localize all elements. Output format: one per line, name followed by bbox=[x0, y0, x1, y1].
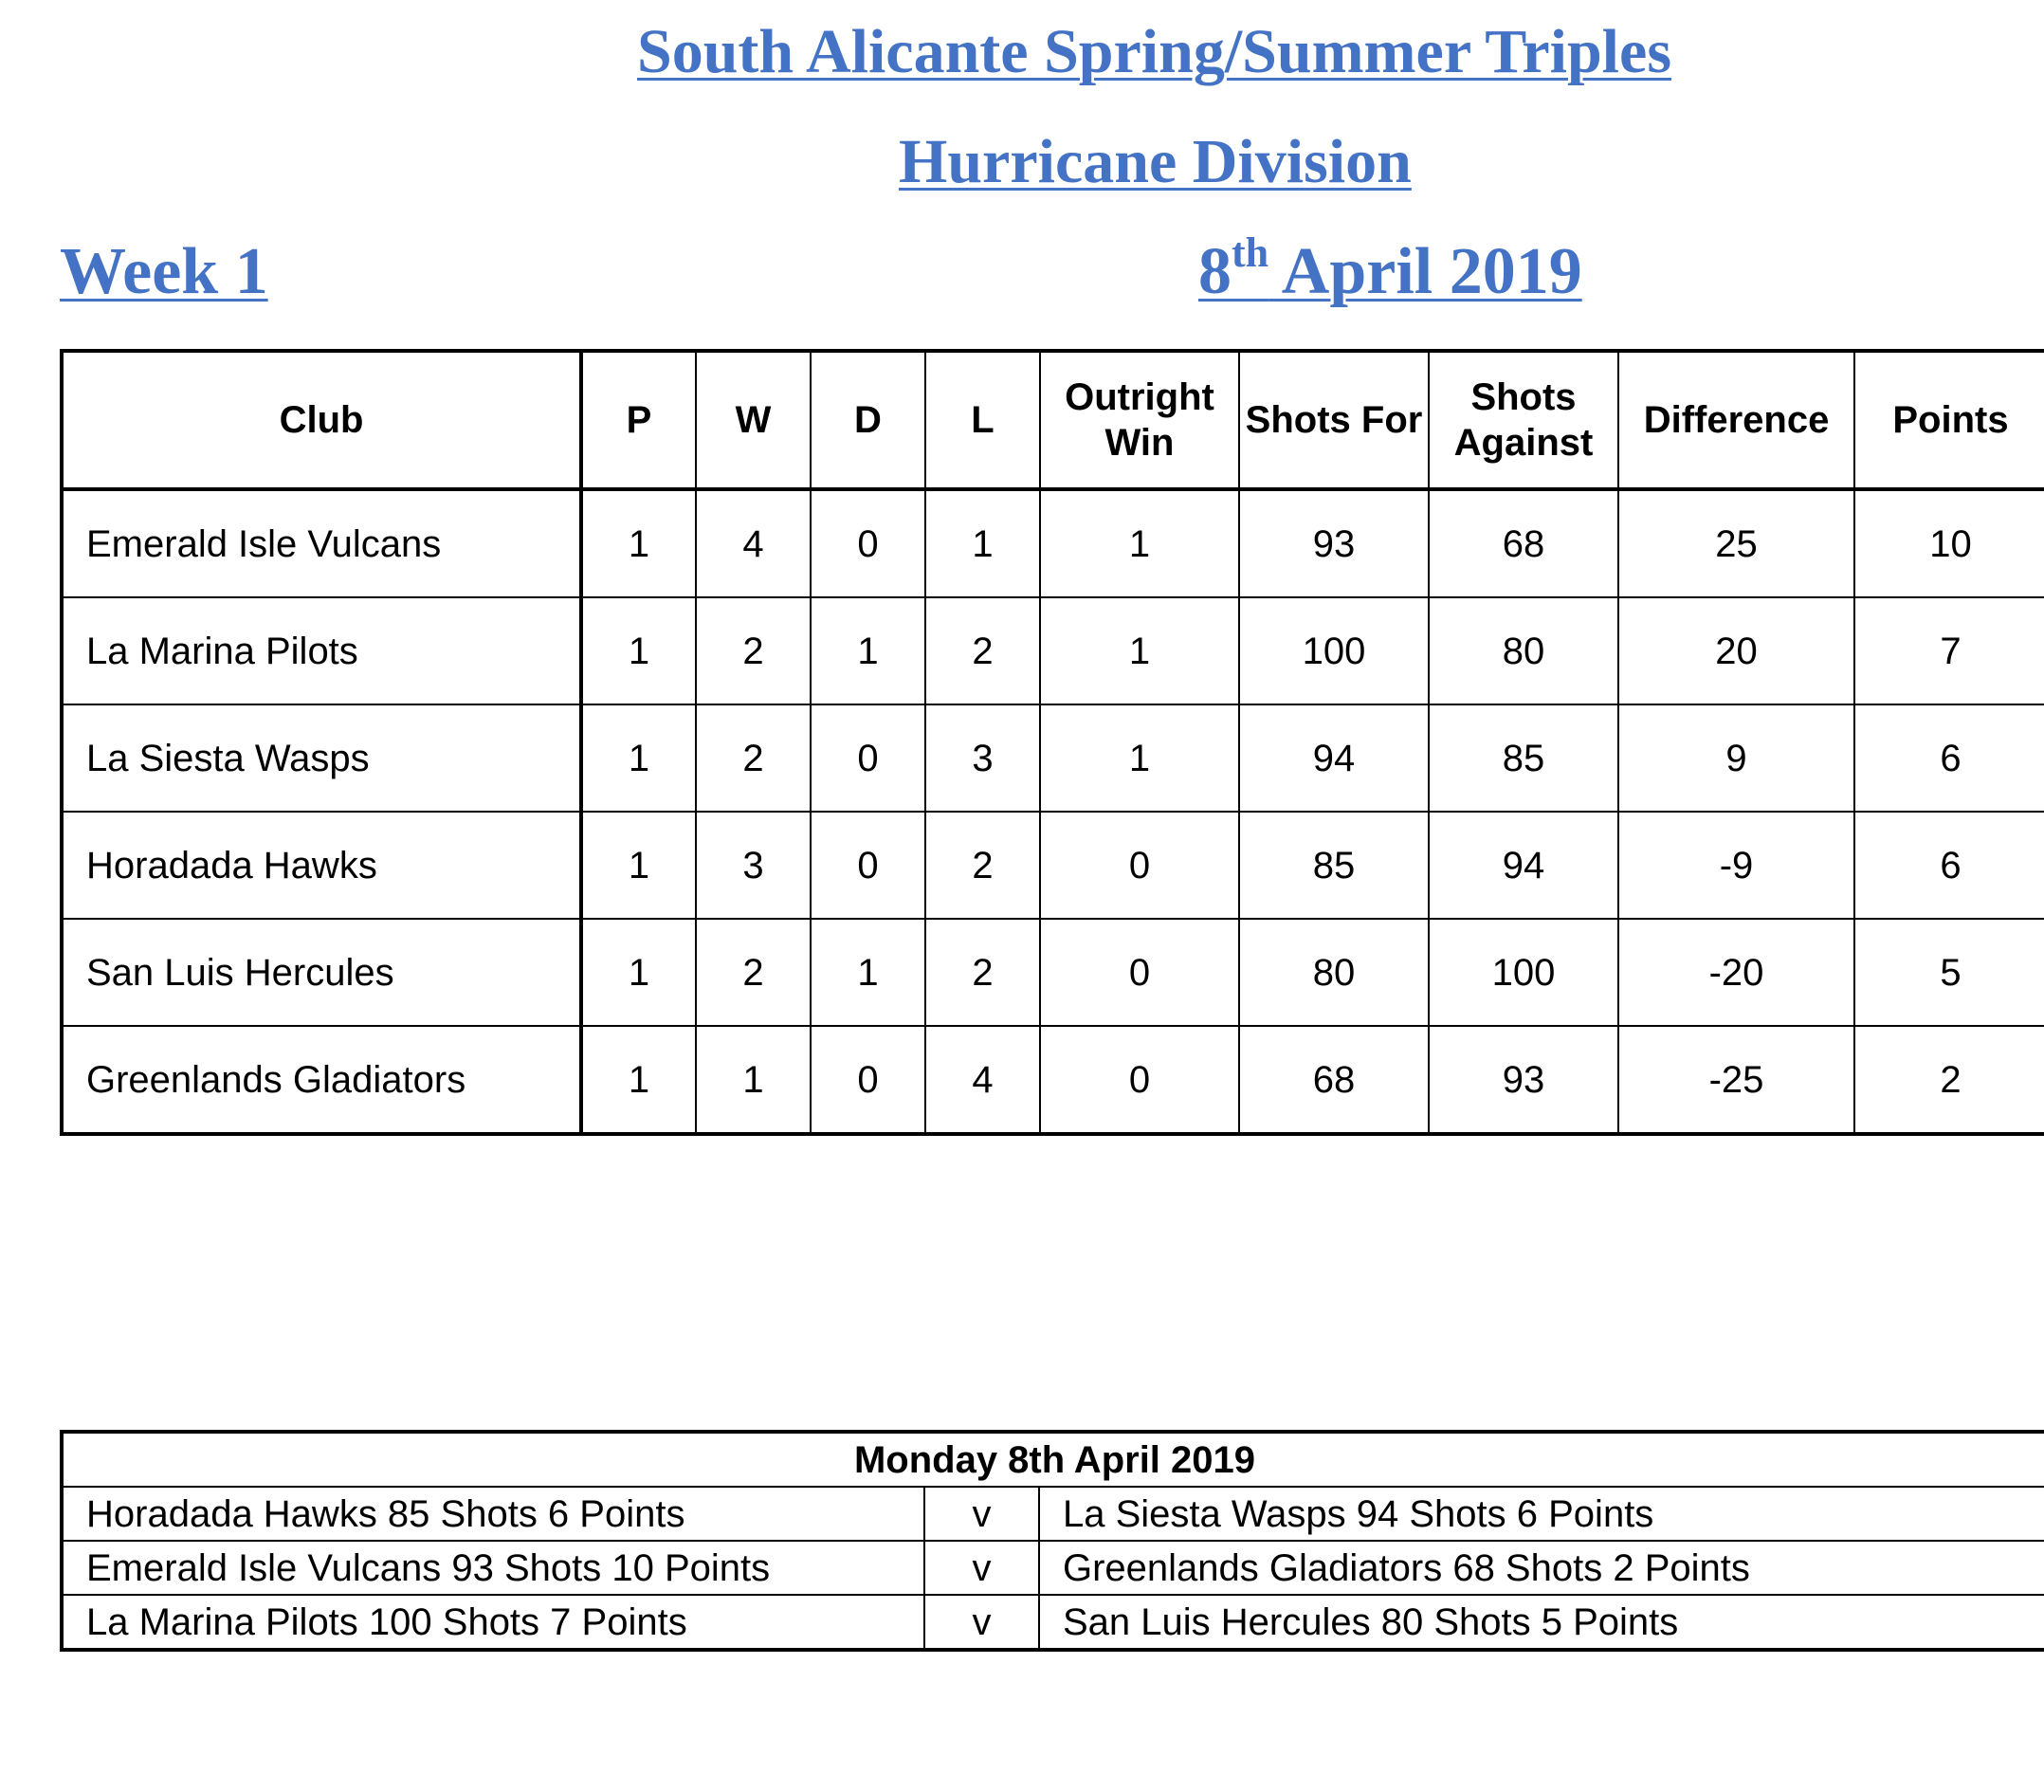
cell-won: 1 bbox=[696, 1026, 811, 1134]
cell-played: 1 bbox=[581, 919, 696, 1026]
cell-shots-against: 85 bbox=[1429, 704, 1618, 812]
fixture-home-team: Horadada Hawks 85 Shots 6 Points bbox=[62, 1487, 924, 1541]
cell-shots-for: 85 bbox=[1239, 812, 1429, 919]
cell-outright-win: 1 bbox=[1040, 704, 1239, 812]
date-day: 8 bbox=[1198, 235, 1232, 308]
fixture-row bbox=[62, 1487, 2044, 1541]
cell-club: San Luis Hercules bbox=[62, 919, 581, 1026]
table-row bbox=[62, 1026, 2044, 1134]
fixtures-header-row bbox=[62, 1432, 2044, 1487]
date-month-year: April 2019 bbox=[1268, 235, 1582, 308]
cell-club: Greenlands Gladiators bbox=[62, 1026, 581, 1134]
cell-played: 1 bbox=[581, 1026, 696, 1134]
cell-shots-against: 68 bbox=[1429, 489, 1618, 597]
column-header-won: W bbox=[696, 351, 811, 489]
cell-outright-win: 0 bbox=[1040, 919, 1239, 1026]
table-row bbox=[62, 489, 2044, 597]
cell-drawn: 0 bbox=[811, 704, 925, 812]
cell-won: 2 bbox=[696, 597, 811, 704]
fixtures-date: Monday 8th April 2019 bbox=[62, 1432, 2044, 1487]
cell-club: Emerald Isle Vulcans bbox=[62, 489, 581, 597]
standings-header-row bbox=[62, 351, 2044, 489]
cell-difference: 25 bbox=[1618, 489, 1854, 597]
cell-difference: 9 bbox=[1618, 704, 1854, 812]
cell-played: 1 bbox=[581, 489, 696, 597]
cell-lost: 4 bbox=[925, 1026, 1040, 1134]
cell-points: 6 bbox=[1854, 704, 2044, 812]
fixture-versus: v bbox=[924, 1487, 1039, 1541]
cell-points: 10 bbox=[1854, 489, 2044, 597]
fixture-home-team: Emerald Isle Vulcans 93 Shots 10 Points bbox=[62, 1541, 924, 1595]
cell-lost: 1 bbox=[925, 489, 1040, 597]
cell-points: 6 bbox=[1854, 812, 2044, 919]
cell-points: 5 bbox=[1854, 919, 2044, 1026]
week-label: Week 1 bbox=[60, 235, 268, 308]
column-header-club: Club bbox=[62, 351, 581, 489]
date-suffix: th bbox=[1232, 229, 1269, 276]
division-title: Hurricane Division bbox=[899, 127, 1412, 196]
cell-shots-against: 94 bbox=[1429, 812, 1618, 919]
fixture-away-team: Greenlands Gladiators 68 Shots 2 Points bbox=[1039, 1541, 2044, 1595]
fixture-home-team: La Marina Pilots 100 Shots 7 Points bbox=[62, 1595, 924, 1650]
cell-lost: 2 bbox=[925, 812, 1040, 919]
cell-outright-win: 0 bbox=[1040, 812, 1239, 919]
cell-drawn: 0 bbox=[811, 812, 925, 919]
cell-won: 2 bbox=[696, 919, 811, 1026]
cell-difference: -9 bbox=[1618, 812, 1854, 919]
column-header-shots-for: Shots For bbox=[1239, 351, 1429, 489]
cell-difference: 20 bbox=[1618, 597, 1854, 704]
cell-points: 7 bbox=[1854, 597, 2044, 704]
cell-shots-for: 94 bbox=[1239, 704, 1429, 812]
cell-won: 4 bbox=[696, 489, 811, 597]
page-title: South Alicante Spring/Summer Triples bbox=[637, 17, 1671, 86]
cell-lost: 3 bbox=[925, 704, 1040, 812]
standings-table bbox=[60, 349, 2044, 1136]
cell-outright-win: 1 bbox=[1040, 597, 1239, 704]
cell-played: 1 bbox=[581, 704, 696, 812]
cell-shots-for: 100 bbox=[1239, 597, 1429, 704]
table-row bbox=[62, 812, 2044, 919]
cell-drawn: 0 bbox=[811, 489, 925, 597]
cell-shots-for: 80 bbox=[1239, 919, 1429, 1026]
column-header-lost: L bbox=[925, 351, 1040, 489]
fixtures-table bbox=[60, 1430, 2044, 1652]
cell-shots-for: 68 bbox=[1239, 1026, 1429, 1134]
cell-lost: 2 bbox=[925, 597, 1040, 704]
column-header-difference: Difference bbox=[1618, 351, 1854, 489]
cell-club: Horadada Hawks bbox=[62, 812, 581, 919]
cell-outright-win: 0 bbox=[1040, 1026, 1239, 1134]
cell-points: 2 bbox=[1854, 1026, 2044, 1134]
date-heading bbox=[1198, 229, 1582, 308]
cell-drawn: 0 bbox=[811, 1026, 925, 1134]
fixture-row bbox=[62, 1541, 2044, 1595]
cell-difference: -20 bbox=[1618, 919, 1854, 1026]
table-row bbox=[62, 919, 2044, 1026]
table-row bbox=[62, 597, 2044, 704]
fixture-away-team: La Siesta Wasps 94 Shots 6 Points bbox=[1039, 1487, 2044, 1541]
cell-outright-win: 1 bbox=[1040, 489, 1239, 597]
cell-played: 1 bbox=[581, 812, 696, 919]
table-row bbox=[62, 704, 2044, 812]
cell-drawn: 1 bbox=[811, 597, 925, 704]
cell-difference: -25 bbox=[1618, 1026, 1854, 1134]
cell-club: La Marina Pilots bbox=[62, 597, 581, 704]
column-header-drawn: D bbox=[811, 351, 925, 489]
fixture-versus: v bbox=[924, 1595, 1039, 1650]
column-header-played: P bbox=[581, 351, 696, 489]
cell-won: 2 bbox=[696, 704, 811, 812]
column-header-points: Points bbox=[1854, 351, 2044, 489]
cell-lost: 2 bbox=[925, 919, 1040, 1026]
column-header-outright-win: Outright Win bbox=[1040, 351, 1239, 489]
fixture-row bbox=[62, 1595, 2044, 1650]
cell-played: 1 bbox=[581, 597, 696, 704]
cell-club: La Siesta Wasps bbox=[62, 704, 581, 812]
cell-won: 3 bbox=[696, 812, 811, 919]
cell-shots-for: 93 bbox=[1239, 489, 1429, 597]
cell-drawn: 1 bbox=[811, 919, 925, 1026]
fixture-away-team: San Luis Hercules 80 Shots 5 Points bbox=[1039, 1595, 2044, 1650]
cell-shots-against: 100 bbox=[1429, 919, 1618, 1026]
fixture-versus: v bbox=[924, 1541, 1039, 1595]
cell-shots-against: 93 bbox=[1429, 1026, 1618, 1134]
cell-shots-against: 80 bbox=[1429, 597, 1618, 704]
column-header-shots-against: Shots Against bbox=[1429, 351, 1618, 489]
